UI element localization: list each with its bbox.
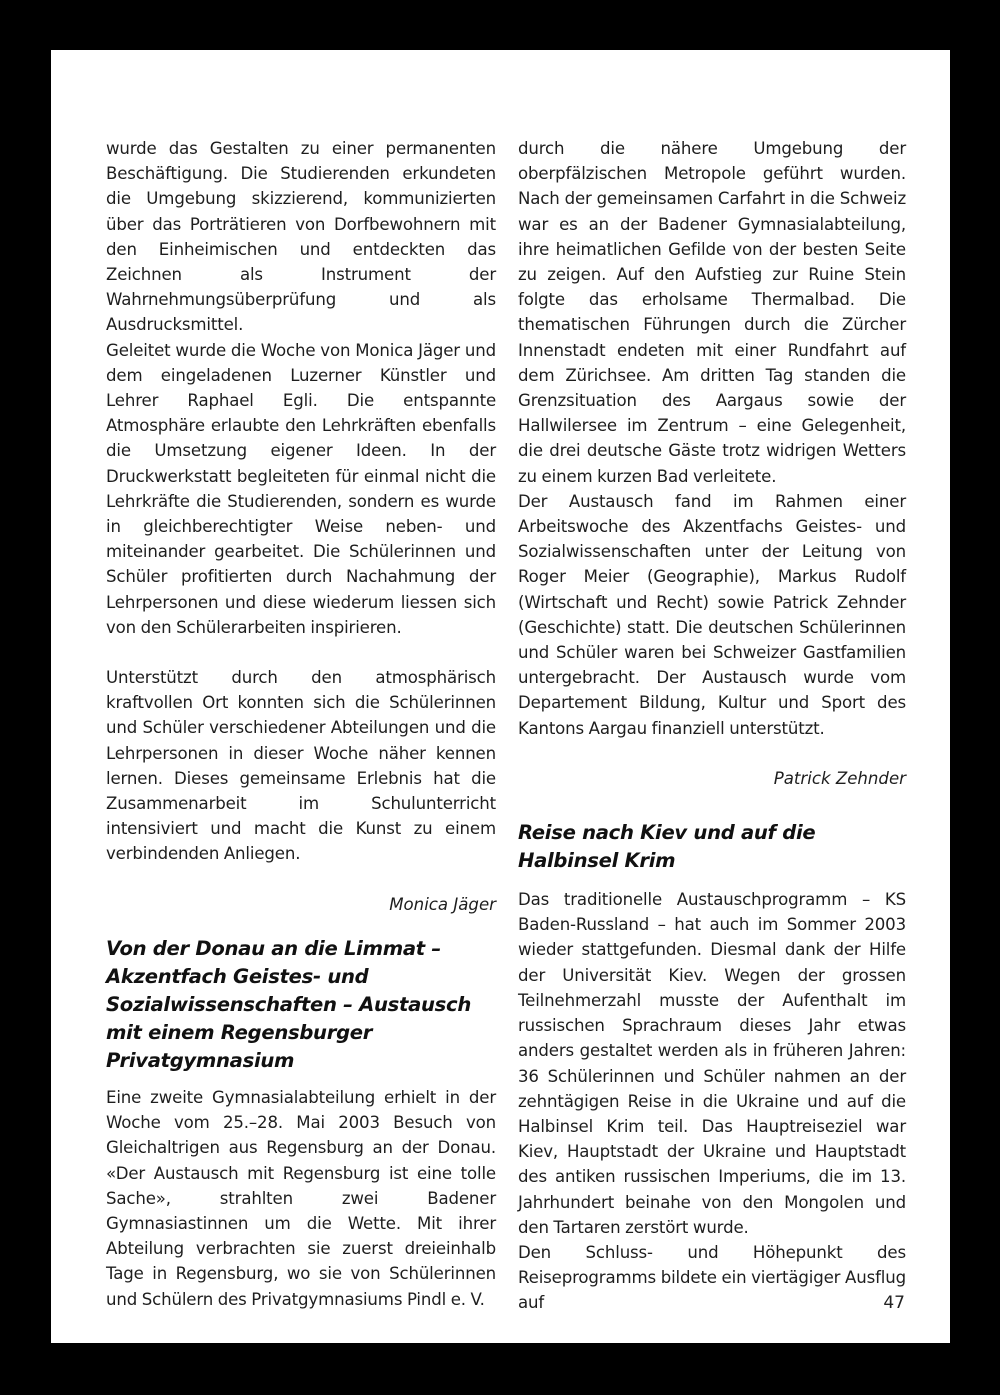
- body-paragraph: Den Schluss- und Höhepunkt des Reiseprogramms bildete ein viertägiger Ausflug auf: [518, 1242, 906, 1313]
- body-paragraph: Das traditionelle Austauschprogramm – KS Baden-Russland – hat auch im Sommer 2003 wieder stattgefunden. Diesmal dank der Hilfe der Universität Kiev. Wegen der grossen Teilnehmerzahl musste der Aufenthalt im russischen Sprachraum dieses Jahr etwas anders gestaltet werden als in früheren Jahren: 36 Schülerinnen und Schüler nahmen an der zehntägigen Reise in die Ukraine und auf die Halbinsel Krim teil. Das Hauptreiseziel war Kiev, Hauptstadt der Ukraine und Hauptstadt des antiken russischen Imperiums, die im 13. Jahrhundert beinahe von den Mongolen und den Tartaren zerstört wurde.: [518, 890, 906, 1237]
- body-paragraph: durch die nähere Umgebung der oberpfälzischen Metropole geführt wurden. Nach der gemeinsamen Carfahrt in die Schweiz war es an der Badener Gymnasialabteilung, ihre heimatlichen Gefilde von der besten Seite zu zeigen. Auf den Aufstieg zur Ruine Stein folgte das erholsame Thermalbad. Die thematischen Führungen durch die Zürcher Innenstadt endeten mit einer Rundfahrt auf dem Zürichsee. Am dritten Tag standen die Grenzsituation des Aargaus sowie der Hallwilersee im Zentrum – eine Gelegenheit, die drei deutsche Gäste trotz widrigen Wetters zu einem kurzen Bad verleitete.: [518, 139, 906, 486]
- paragraph-spacer: [518, 741, 906, 766]
- body-paragraph: wurde das Gestalten zu einer permanenten Beschäftigung. Die Studierenden erkundeten die Umgebung skizzierend, kommunizierten über das Porträtieren von Dorfbewohnern mit den Einheimischen und entdeckten das Zeichnen als Instrument der Wahrnehmungsüberprüfung und als Ausdrucksmittel.: [106, 139, 496, 335]
- body-paragraph: Eine zweite Gymnasialabteilung erhielt in der Woche vom 25.–28. Mai 2003 Besuch von Gleichaltrigen aus Regensburg an der Donau. «Der Austausch mit Regensburg ist eine tolle Sache», strahlten zwei Badener Gymnasiastinnen um die Wette. Mit ihrer Abteilung verbrachten sie zuerst dreieinhalb Tage in Regensburg, wo sie von Schülerinnen und Schülern des Privatgymnasiums Pindl e. V.: [106, 1087, 496, 1309]
- body-paragraph: Der Austausch fand im Rahmen einer Arbeitswoche des Akzentfachs Geistes- und Sozialwissenschaften unter der Leitung von Roger Meier (Geographie), Markus Rudolf (Wirtschaft und Recht) sowie Patrick Zehnder (Geschichte) statt. Die deutschen Schülerinnen und Schüler waren bei Schweizer Gastfamilien untergebracht. Der Austausch wurde vom Departement Bildung, Kultur und Sport des Kantons Aargau finanziell unterstützt.: [518, 491, 906, 738]
- document-page: [51, 50, 950, 1343]
- section-spacer: [518, 791, 906, 819]
- page-number: 47: [883, 1293, 905, 1313]
- heading-spacer: [518, 875, 906, 887]
- article-heading: Reise nach Kiev und auf die Halbinsel Krim: [518, 821, 816, 873]
- article-author: Monica Jäger: [389, 894, 496, 914]
- left-column: [106, 136, 496, 1312]
- paragraph-spacer: [106, 867, 496, 892]
- right-column: [518, 136, 906, 1316]
- article-author: Patrick Zehnder: [773, 768, 906, 788]
- heading-spacer: [106, 1075, 496, 1085]
- section-spacer: [106, 917, 496, 935]
- body-paragraph: Unterstützt durch den atmosphärisch kraftvollen Ort konnten sich die Schülerinnen und Schüler verschiedener Abteilungen und die Lehrpersonen in dieser Woche näher kennen lernen. Dieses gemeinsame Erlebnis hat die Zusammenarbeit im Schulunterricht intensiviert und macht die Kunst zu einem verbindenden Anliegen.: [106, 668, 496, 864]
- body-paragraph: Geleitet wurde die Woche von Monica Jäger und dem eingeladenen Luzerner Künstler und Lehrer Raphael Egli. Die entspannte Atmosphäre erlaubte den Lehrkräften ebenfalls die Umsetzung eigener Ideen. In der Druckwerkstatt begleiteten für einmal nicht die Lehrkräfte die Studierenden, sondern es wurde in gleichberechtigter Weise neben- und miteinander gearbeitet. Die Schülerinnen und Schüler profitierten durch Nachahmung der Lehrpersonen und diese wiederum liessen sich von den Schülerarbeiten inspirieren.: [106, 340, 496, 637]
- article-heading: Von der Donau an die Limmat – Akzentfach Geistes- und Sozialwissenschaften – Austausch mit einem Regensburger Privatgymnasium: [106, 936, 471, 1072]
- paragraph-spacer: [106, 640, 496, 665]
